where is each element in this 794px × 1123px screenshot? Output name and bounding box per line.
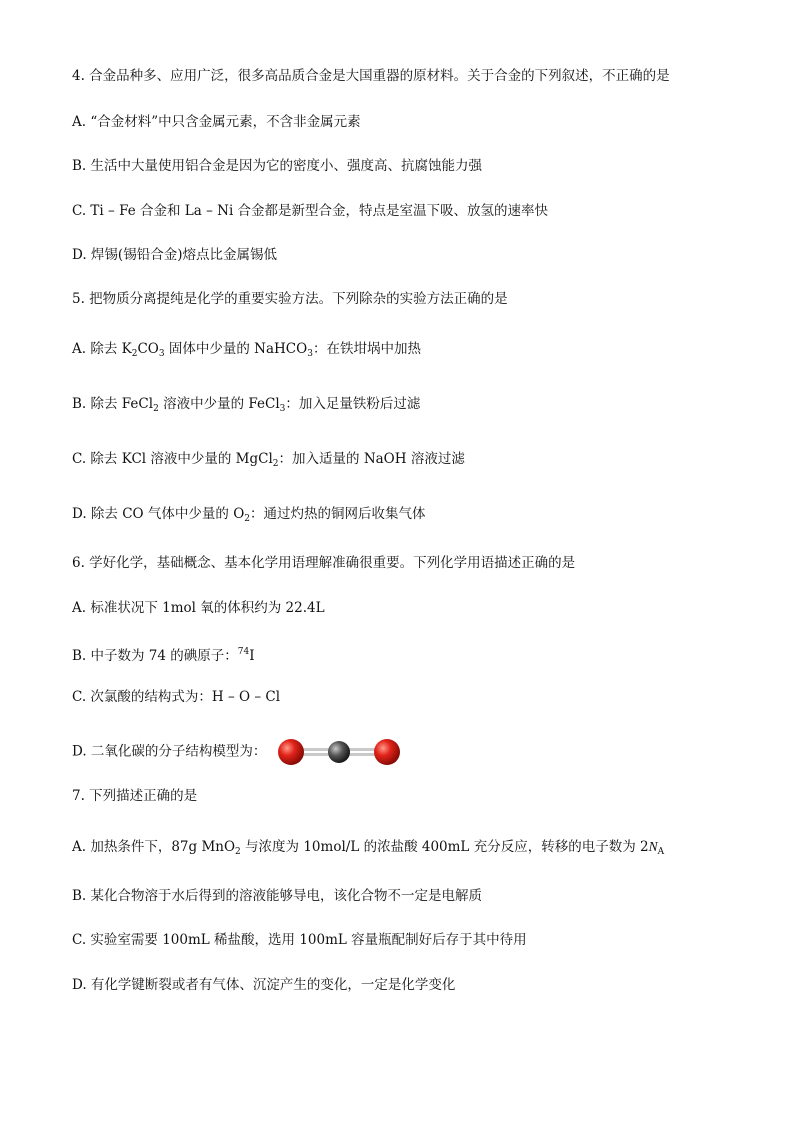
- q5-a-text: A. 除去 K: [72, 341, 132, 357]
- q4-stem: 4. 合金品种多、应用广泛，很多高品质合金是大国重器的原材料。关于合金的下列叙述，不正确的是: [72, 68, 670, 84]
- q4-option-b: B. 生活中大量使用铝合金是因为它的密度小、强度高、抗腐蚀能力强: [72, 158, 483, 174]
- q5-d-sub: 2: [244, 514, 250, 524]
- q4-option-c: C. Ti – Fe 合金和 La – Ni 合金都是新型合金，特点是室温下吸、放氢的速率快: [72, 203, 549, 219]
- q5-b-text: ：加入足量铁粉后过滤: [285, 396, 421, 412]
- q5-option-c: [72, 449, 465, 474]
- q5-a-sub: 3: [307, 349, 313, 359]
- q5-b-sub: 2: [153, 404, 159, 414]
- q5-option-d: [72, 504, 426, 529]
- q7-option-c: C. 实验室需要 100mL 稀盐酸，选用 100mL 容量瓶配制好后存于其中待用: [72, 932, 527, 948]
- q5-b-sub: 3: [279, 404, 286, 414]
- q6-option-a: A. 标准状况下 1mol 氧的体积约为 22.4L: [72, 600, 325, 616]
- q5-stem: 5. 把物质分离提纯是化学的重要实验方法。下列除杂的实验方法正确的是: [72, 291, 508, 307]
- q5-c-sub: 2: [272, 459, 279, 469]
- q5-a-text: ：在铁坩埚中加热: [312, 341, 421, 357]
- q5-a-text: CO: [137, 341, 159, 357]
- q6-d-text: D. 二氧化碳的分子结构模型为：: [72, 743, 267, 760]
- q7-a-sub: A: [657, 847, 665, 857]
- q7-a-text: 与浓度为 10mol/L 的浓盐酸 400mL 充分反应，转移的电子数为 2: [240, 839, 649, 855]
- q6-b-text: B. 中子数为 74 的碘原子：: [72, 648, 238, 664]
- co2-ball-stick-model: [277, 736, 401, 768]
- carbon-atom: [328, 741, 350, 763]
- q7-a-avogadro: N: [648, 839, 658, 854]
- q5-c-text: C. 除去 KCl 溶液中少量的 MgCl: [72, 451, 273, 467]
- q7-option-d: D. 有化学键断裂或者有气体、沉淀产生的变化，一定是化学变化: [72, 977, 456, 993]
- q5-option-b: [72, 394, 420, 419]
- q6-b-mass-number: 74: [237, 647, 250, 657]
- q5-a-text: 固体中少量的 NaHCO: [164, 341, 308, 357]
- q5-a-sub: 3: [158, 349, 165, 359]
- q7-option-a: [72, 837, 664, 862]
- q6-option-c: C. 次氯酸的结构式为：H – O – Cl: [72, 689, 281, 705]
- q7-stem: 7. 下列描述正确的是: [72, 788, 198, 804]
- q6-option-d: [72, 736, 401, 768]
- q4-option-a: A. “合金材料”中只含金属元素，不含非金属元素: [72, 114, 361, 130]
- q5-c-text: ：加入适量的 NaOH 溶液过滤: [278, 451, 465, 467]
- q6-b-symbol: I: [249, 648, 255, 664]
- q7-a-sub: 2: [235, 847, 241, 857]
- q5-d-text: ：通过灼热的铜网后收集气体: [250, 506, 426, 522]
- q6-option-b: [72, 642, 255, 666]
- q5-b-text: 溶液中少量的 FeCl: [158, 396, 280, 412]
- q7-option-b: B. 某化合物溶于水后得到的溶液能够导电，该化合物不一定是电解质: [72, 888, 483, 904]
- q4-option-d: D. 焊锡(锡铅合金)熔点比金属锡低: [72, 247, 277, 263]
- q5-option-a: [72, 339, 421, 364]
- q6-stem: 6. 学好化学，基础概念、基本化学用语理解准确很重要。下列化学用语描述正确的是: [72, 555, 576, 571]
- q5-d-text: D. 除去 CO 气体中少量的 O: [72, 506, 245, 522]
- q5-b-text: B. 除去 FeCl: [72, 396, 154, 412]
- oxygen-atom-right: [374, 739, 400, 765]
- q7-a-text: A. 加热条件下，87g MnO: [72, 839, 236, 855]
- q5-a-sub: 2: [131, 349, 138, 359]
- oxygen-atom-left: [278, 739, 304, 765]
